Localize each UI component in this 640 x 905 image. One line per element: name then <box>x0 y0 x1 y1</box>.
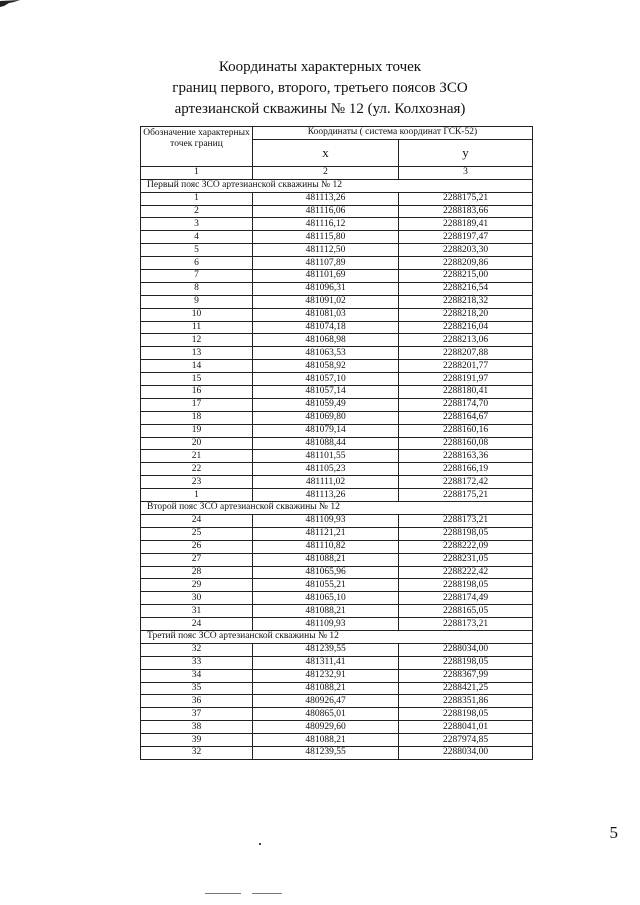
table-row <box>141 360 533 373</box>
footer-dash <box>205 893 241 894</box>
x-coordinate: 481311,41 <box>253 656 399 669</box>
x-coordinate: 481081,03 <box>253 308 399 321</box>
point-number: 2 <box>141 205 253 218</box>
table-row <box>141 295 533 308</box>
point-number: 19 <box>141 424 253 437</box>
header-row-1 <box>141 127 533 140</box>
x-coordinate: 481232,91 <box>253 669 399 682</box>
x-coordinate: 481088,21 <box>253 553 399 566</box>
point-number: 37 <box>141 708 253 721</box>
point-number: 8 <box>141 282 253 295</box>
y-coordinate: 2288183,66 <box>399 205 533 218</box>
x-coordinate: 481109,93 <box>253 514 399 527</box>
scan-speck <box>259 843 261 845</box>
table-row <box>141 282 533 295</box>
x-coordinate: 481109,93 <box>253 618 399 631</box>
table-row <box>141 244 533 257</box>
y-coordinate: 2288222,09 <box>399 540 533 553</box>
y-coordinate: 2288034,00 <box>399 746 533 759</box>
y-coordinate: 2288197,47 <box>399 231 533 244</box>
table-row <box>141 398 533 411</box>
point-number: 14 <box>141 360 253 373</box>
point-number: 20 <box>141 437 253 450</box>
y-coordinate: 2288160,16 <box>399 424 533 437</box>
y-coordinate: 2288034,00 <box>399 643 533 656</box>
section-title: Третий пояс ЗСО артезианской скважины № 12 <box>141 630 533 643</box>
point-number: 13 <box>141 347 253 360</box>
y-coordinate: 2288216,04 <box>399 321 533 334</box>
table-row <box>141 592 533 605</box>
table-row <box>141 347 533 360</box>
table-row <box>141 476 533 489</box>
x-coordinate: 481057,14 <box>253 386 399 399</box>
point-number: 36 <box>141 695 253 708</box>
y-coordinate: 2288165,05 <box>399 605 533 618</box>
table-row <box>141 437 533 450</box>
table-row <box>141 218 533 231</box>
x-coordinate: 481115,80 <box>253 231 399 244</box>
table-row <box>141 463 533 476</box>
column-number: 1 <box>141 166 253 179</box>
y-coordinate: 2288351,86 <box>399 695 533 708</box>
x-coordinate: 481121,21 <box>253 527 399 540</box>
point-number: 30 <box>141 592 253 605</box>
coordinates-table <box>140 126 533 760</box>
x-coordinate: 481058,92 <box>253 360 399 373</box>
title-line-2: границ первого, второго, третьего поясов ЗСО <box>172 80 468 96</box>
y-coordinate: 2288173,21 <box>399 514 533 527</box>
point-number: 27 <box>141 553 253 566</box>
table-row <box>141 205 533 218</box>
y-coordinate: 2288174,70 <box>399 398 533 411</box>
point-number: 18 <box>141 411 253 424</box>
x-coordinate: 481113,26 <box>253 489 399 502</box>
table-row <box>141 656 533 669</box>
x-coordinate: 480929,60 <box>253 721 399 734</box>
table-row <box>141 553 533 566</box>
table-row <box>141 643 533 656</box>
y-coordinate: 2288218,20 <box>399 308 533 321</box>
y-coordinate: 2288367,99 <box>399 669 533 682</box>
title-line-3: артезианской скважины № 12 (ул. Колхозная) <box>174 101 466 117</box>
y-coordinate: 2288041,01 <box>399 721 533 734</box>
y-coordinate: 2288198,05 <box>399 579 533 592</box>
section-title: Первый пояс ЗСО артезианской скважины № 12 <box>141 179 533 192</box>
table-row <box>141 695 533 708</box>
x-coordinate: 481069,80 <box>253 411 399 424</box>
point-number: 25 <box>141 527 253 540</box>
point-number: 1 <box>141 192 253 205</box>
x-coordinate: 481096,31 <box>253 282 399 295</box>
title-line-1: Координаты характерных точек <box>218 59 422 75</box>
y-coordinate: 2288166,19 <box>399 463 533 476</box>
x-coordinate: 481111,02 <box>253 476 399 489</box>
x-coordinate: 481088,21 <box>253 605 399 618</box>
point-number: 32 <box>141 746 253 759</box>
y-coordinate: 2288216,54 <box>399 282 533 295</box>
y-coordinate: 2288215,00 <box>399 270 533 283</box>
point-number: 24 <box>141 618 253 631</box>
y-coordinate: 2288189,41 <box>399 218 533 231</box>
table-row <box>141 540 533 553</box>
point-number: 12 <box>141 334 253 347</box>
point-number: 28 <box>141 566 253 579</box>
x-coordinate: 481088,44 <box>253 437 399 450</box>
x-coordinate: 481239,55 <box>253 643 399 656</box>
column-number: 3 <box>399 166 533 179</box>
section-row <box>141 502 533 515</box>
table-row <box>141 411 533 424</box>
x-coordinate: 481055,21 <box>253 579 399 592</box>
table-row <box>141 450 533 463</box>
y-coordinate: 2287974,85 <box>399 734 533 747</box>
document-title <box>0 57 640 120</box>
x-coordinate: 481088,21 <box>253 734 399 747</box>
y-coordinate: 2288174,49 <box>399 592 533 605</box>
point-number: 11 <box>141 321 253 334</box>
y-coordinate: 2288209,86 <box>399 257 533 270</box>
table-row <box>141 373 533 386</box>
x-coordinate: 481116,12 <box>253 218 399 231</box>
y-coordinate: 2288175,21 <box>399 192 533 205</box>
point-number: 22 <box>141 463 253 476</box>
point-number: 6 <box>141 257 253 270</box>
y-coordinate: 2288160,08 <box>399 437 533 450</box>
point-number: 32 <box>141 643 253 656</box>
x-coordinate: 481101,69 <box>253 270 399 283</box>
x-coordinate: 481059,49 <box>253 398 399 411</box>
table-row <box>141 566 533 579</box>
y-coordinate: 2288172,42 <box>399 476 533 489</box>
x-coordinate: 481079,14 <box>253 424 399 437</box>
x-coordinate: 481239,55 <box>253 746 399 759</box>
x-coordinate: 481112,50 <box>253 244 399 257</box>
point-number: 4 <box>141 231 253 244</box>
x-coordinate: 481057,10 <box>253 373 399 386</box>
table-row <box>141 334 533 347</box>
table-row <box>141 514 533 527</box>
y-coordinate: 2288231,05 <box>399 553 533 566</box>
point-number: 35 <box>141 682 253 695</box>
x-coordinate: 481107,89 <box>253 257 399 270</box>
table-row <box>141 257 533 270</box>
y-coordinate: 2288164,67 <box>399 411 533 424</box>
footer-dash <box>252 893 282 894</box>
point-number: 10 <box>141 308 253 321</box>
y-coordinate: 2288218,32 <box>399 295 533 308</box>
header-coordinates: Координаты ( система координат ГСК-52) <box>253 127 533 140</box>
x-coordinate: 481065,96 <box>253 566 399 579</box>
column-number-row <box>141 166 533 179</box>
column-number: 2 <box>253 166 399 179</box>
point-number: 34 <box>141 669 253 682</box>
table-row <box>141 605 533 618</box>
point-number: 21 <box>141 450 253 463</box>
table-row <box>141 308 533 321</box>
point-number: 29 <box>141 579 253 592</box>
table-row <box>141 682 533 695</box>
point-number: 16 <box>141 386 253 399</box>
point-number: 38 <box>141 721 253 734</box>
header-y: y <box>399 139 533 166</box>
x-coordinate: 481116,06 <box>253 205 399 218</box>
y-coordinate: 2288163,36 <box>399 450 533 463</box>
point-number: 9 <box>141 295 253 308</box>
x-coordinate: 481065,10 <box>253 592 399 605</box>
table-row <box>141 746 533 759</box>
table-row <box>141 669 533 682</box>
point-number: 5 <box>141 244 253 257</box>
point-number: 15 <box>141 373 253 386</box>
point-number: 39 <box>141 734 253 747</box>
section-title: Второй пояс ЗСО артезианской скважины № 12 <box>141 502 533 515</box>
y-coordinate: 2288421,25 <box>399 682 533 695</box>
point-number: 23 <box>141 476 253 489</box>
table-row <box>141 618 533 631</box>
x-coordinate: 481068,98 <box>253 334 399 347</box>
y-coordinate: 2288175,21 <box>399 489 533 502</box>
table-row <box>141 321 533 334</box>
y-coordinate: 2288222,42 <box>399 566 533 579</box>
scan-corner-mark <box>0 0 22 8</box>
point-number: 33 <box>141 656 253 669</box>
x-coordinate: 481105,23 <box>253 463 399 476</box>
page-number: 5 <box>609 823 618 842</box>
x-coordinate: 481088,21 <box>253 682 399 695</box>
y-coordinate: 2288207,88 <box>399 347 533 360</box>
table-row <box>141 270 533 283</box>
x-coordinate: 481074,18 <box>253 321 399 334</box>
table-row <box>141 708 533 721</box>
table-row <box>141 527 533 540</box>
y-coordinate: 2288198,05 <box>399 527 533 540</box>
point-number: 1 <box>141 489 253 502</box>
x-coordinate: 481110,82 <box>253 540 399 553</box>
y-coordinate: 2288203,30 <box>399 244 533 257</box>
point-number: 31 <box>141 605 253 618</box>
section-row <box>141 630 533 643</box>
header-designation: Обозначение характерных точек границ <box>141 127 253 167</box>
table-row <box>141 386 533 399</box>
table-row <box>141 192 533 205</box>
section-row <box>141 179 533 192</box>
point-number: 26 <box>141 540 253 553</box>
y-coordinate: 2288201,77 <box>399 360 533 373</box>
table-row <box>141 721 533 734</box>
x-coordinate: 481063,53 <box>253 347 399 360</box>
y-coordinate: 2288180,41 <box>399 386 533 399</box>
x-coordinate: 481091,02 <box>253 295 399 308</box>
point-number: 24 <box>141 514 253 527</box>
table-row <box>141 489 533 502</box>
y-coordinate: 2288198,05 <box>399 708 533 721</box>
table-row <box>141 734 533 747</box>
header-x: x <box>253 139 399 166</box>
point-number: 17 <box>141 398 253 411</box>
y-coordinate: 2288191,97 <box>399 373 533 386</box>
x-coordinate: 481101,55 <box>253 450 399 463</box>
y-coordinate: 2288213,06 <box>399 334 533 347</box>
y-coordinate: 2288198,05 <box>399 656 533 669</box>
point-number: 7 <box>141 270 253 283</box>
point-number: 3 <box>141 218 253 231</box>
y-coordinate: 2288173,21 <box>399 618 533 631</box>
x-coordinate: 481113,26 <box>253 192 399 205</box>
x-coordinate: 480865,01 <box>253 708 399 721</box>
x-coordinate: 480926,47 <box>253 695 399 708</box>
table-row <box>141 579 533 592</box>
table-row <box>141 424 533 437</box>
table-row <box>141 231 533 244</box>
